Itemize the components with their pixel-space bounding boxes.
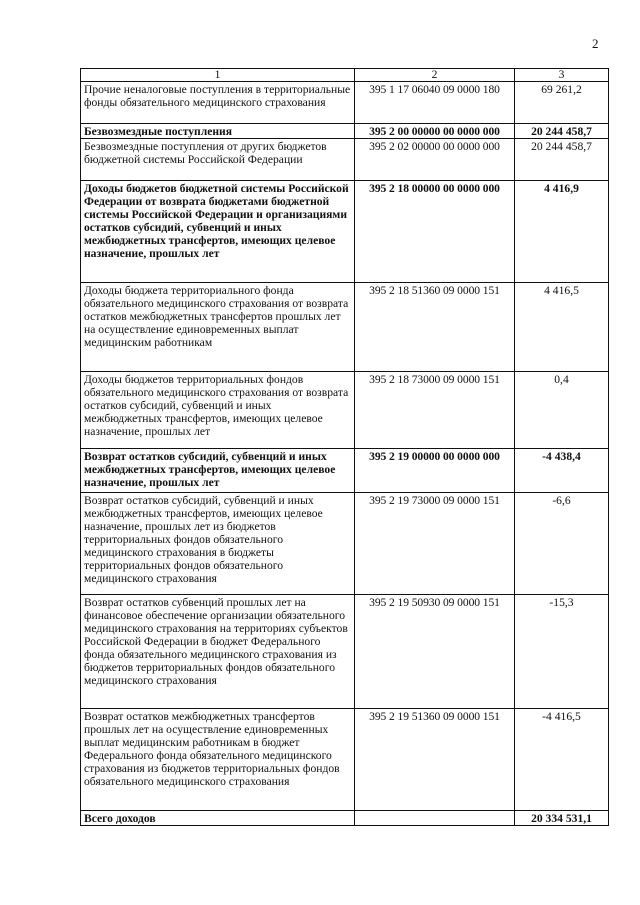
row-budget-code: 395 2 18 51360 09 0000 151 bbox=[355, 283, 515, 372]
row-amount: 0,4 bbox=[515, 372, 609, 449]
row-description: Доходы бюджетов территориальных фондов обязательного медицинского страхования от возврата остатков субсидий, субвенций и иных межбюджетных трансфертов, имеющих целевое назначение, прошлых лет bbox=[81, 372, 355, 449]
row-amount: 20 244 458,7 bbox=[515, 139, 609, 181]
row-description: Возврат остатков межбюджетных трансфертов прошлых лет на осуществление единовременных выплат медицинским работникам в бюджет Федерального фонда обязательного медицинского страхования из бюджетов территориальных фондов обязательного медицинского страхования bbox=[81, 709, 355, 811]
row-amount: 69 261,2 bbox=[515, 82, 609, 124]
table-row bbox=[81, 124, 609, 139]
table-row bbox=[81, 372, 609, 449]
row-amount: -4 416,5 bbox=[515, 709, 609, 811]
row-description: Всего доходов bbox=[81, 811, 355, 826]
row-budget-code: 395 2 19 73000 09 0000 151 bbox=[355, 493, 515, 595]
table-row bbox=[81, 283, 609, 372]
row-budget-code: 395 2 19 00000 00 0000 000 bbox=[355, 449, 515, 493]
table-row bbox=[81, 449, 609, 493]
table-row bbox=[81, 709, 609, 811]
row-budget-code: 395 2 19 50930 09 0000 151 bbox=[355, 595, 515, 709]
row-budget-code bbox=[355, 811, 515, 826]
row-amount: 4 416,5 bbox=[515, 283, 609, 372]
row-description: Доходы бюджета территориального фонда обязательного медицинского страхования от возврата остатков межбюджетных трансфертов прошлых лет на осуществление единовременных выплат медицинским работникам bbox=[81, 283, 355, 372]
table-row bbox=[81, 181, 609, 283]
row-description: Возврат остатков субсидий, субвенций и иных межбюджетных трансфертов, имеющих целевое назначение, прошлых лет из бюджетов территориальных фондов обязательного медицинского страхования в бюджеты территориальных фондов обязательного медицинского страхования bbox=[81, 493, 355, 595]
table-row bbox=[81, 493, 609, 595]
row-description: Прочие неналоговые поступления в территориальные фонды обязательного медицинского страхования bbox=[81, 82, 355, 124]
table-row bbox=[81, 82, 609, 124]
row-amount: -6,6 bbox=[515, 493, 609, 595]
revenue-table bbox=[80, 68, 609, 826]
row-amount: -4 438,4 bbox=[515, 449, 609, 493]
row-budget-code: 395 2 18 73000 09 0000 151 bbox=[355, 372, 515, 449]
page-number: 2 bbox=[592, 36, 599, 51]
row-budget-code: 395 2 18 00000 00 0000 000 bbox=[355, 181, 515, 283]
row-budget-code: 395 1 17 06040 09 0000 180 bbox=[355, 82, 515, 124]
table-row bbox=[81, 811, 609, 826]
row-description: Безвозмездные поступления от других бюджетов бюджетной системы Российской Федерации bbox=[81, 139, 355, 181]
row-budget-code: 395 2 02 00000 00 0000 000 bbox=[355, 139, 515, 181]
column-header-3: 3 bbox=[515, 69, 609, 82]
row-description: Возврат остатков субвенций прошлых лет на финансовое обеспечение организации обязательного медицинского страхования на территориях субъектов Российской Федерации в бюджет Федерального фонда обязательного медицинского страхования из бюджетов территориальных фондов обязательного медицинского страхования bbox=[81, 595, 355, 709]
row-budget-code: 395 2 00 00000 00 0000 000 bbox=[355, 124, 515, 139]
row-amount: 20 244 458,7 bbox=[515, 124, 609, 139]
table-row bbox=[81, 595, 609, 709]
table-header-row bbox=[81, 69, 609, 82]
row-amount: 20 334 531,1 bbox=[515, 811, 609, 826]
row-description: Возврат остатков субсидий, субвенций и иных межбюджетных трансфертов, имеющих целевое назначение, прошлых лет bbox=[81, 449, 355, 493]
row-description: Безвозмездные поступления bbox=[81, 124, 355, 139]
row-amount: -15,3 bbox=[515, 595, 609, 709]
column-header-1: 1 bbox=[81, 69, 355, 82]
row-description: Доходы бюджетов бюджетной системы Российской Федерации от возврата бюджетами бюджетной системы Российской Федерации и организациями остатков субсидий, субвенций и иных межбюджетных трансфертов, имеющих целевое назначение, прошлых лет bbox=[81, 181, 355, 283]
row-amount: 4 416,9 bbox=[515, 181, 609, 283]
table-row bbox=[81, 139, 609, 181]
row-budget-code: 395 2 19 51360 09 0000 151 bbox=[355, 709, 515, 811]
column-header-2: 2 bbox=[355, 69, 515, 82]
